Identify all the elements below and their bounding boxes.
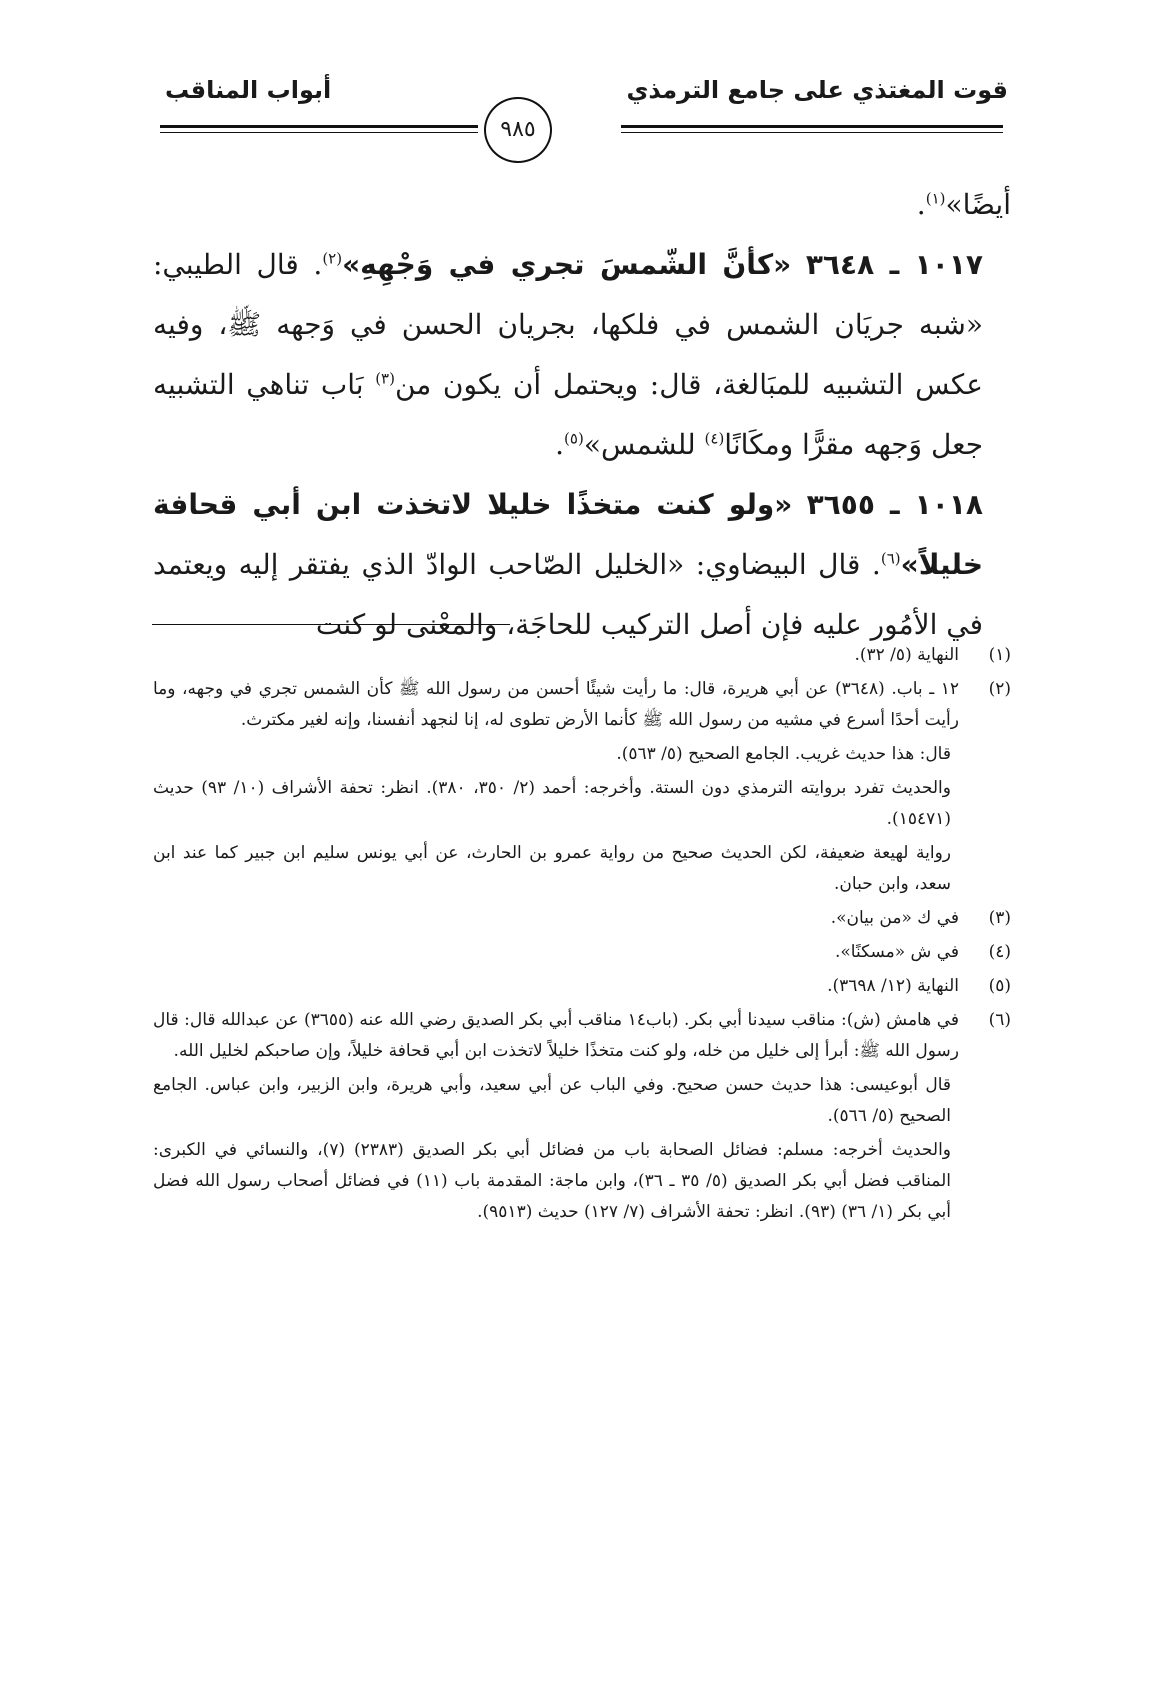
commentary-text: . — [555, 428, 565, 461]
footnote-2 — [153, 674, 1011, 736]
footnote-2-note-3: رواية لهيعة ضعيفة، لكن الحديث صحيح من رواية عمرو بن الحارث، عن أبي يونس سليم ابن جبير كما عند ابن سعد، وابن حبان. — [153, 843, 951, 894]
section-title-header: أبواب المناقب — [165, 76, 332, 104]
footnote-1 — [153, 640, 1011, 671]
entry-heading: «ولو كنت متخذًا خليلا لاتخذت ابن أبي قحافة خليلاً» — [153, 488, 983, 581]
entry-number: ١٠١٨ ـ ٣٦٥٥ — [806, 488, 984, 521]
book-title-header: قوت المغتذي على جامع الترمذي — [626, 76, 1008, 104]
footnote-6 — [153, 1005, 1011, 1067]
footnote-text: ١٢ ـ باب. (٣٦٤٨) عن أبي هريرة، قال: ما رأيت شيئًا أحسن من رسول الله ﷺ كأن الشمس تجري في وجهه، وما رأيت أحدًا أسرع في مشيه من رسول الله ﷺ كأنما الأرض تطوى له، إنا لنجهد أنفسنا، وإنه لغير مكترث. — [153, 679, 959, 730]
footnote-6-note-2: والحديث أخرجه: مسلم: فضائل الصحابة باب من فضائل أبي بكر الصديق (٢٣٨٣) (٧)، والنسائي في الكبرى: المناقب فضل أبي بكر الصديق (٥/ ٣٥ ـ ٣٦)، وابن ماجة: المقدمة باب (١١) في فضائل أصحاب رسول الله فضل أبي بكر (١/ ٣٦) (٩٣). انظر: تحفة الأشراف (٧/ ١٢٧) حديث (٩٥١٣). — [153, 1140, 952, 1222]
commentary-text: . قال الطيبي: «شبه جريَان الشمس في فلكها، بجريان الحسن في وَجهه ﷺ، وفيه عكس التشبيه للمبَالغة، قال: ويحتمل أن يكون من — [153, 248, 983, 401]
footnote-ref: (٤) — [704, 429, 725, 448]
footnote-number: (٥) — [988, 976, 1011, 996]
entry-1018 — [153, 475, 1011, 655]
footnote-ref: (١) — [925, 189, 946, 208]
commentary-text: بَاب تناهي التشبيه جعل وَجهه مقرًّا ومكَانًا — [153, 368, 983, 461]
main-text — [153, 175, 1011, 655]
footnote-3 — [153, 903, 1011, 934]
footnote-number: (٢) — [988, 679, 1011, 699]
footnote-number: (٣) — [988, 908, 1011, 928]
continuation-text: أيضًا» — [945, 188, 1011, 221]
continuation-line: أيضًا»$^{(١)}$. — [916, 188, 1011, 221]
page-number: ٩٨٥ — [484, 97, 552, 163]
entry-number: ١٠١٧ ـ ٣٦٤٨ — [805, 248, 983, 281]
entry-1017 — [153, 235, 1011, 475]
footnote-2-note-2: والحديث تفرد بروايته الترمذي دون الستة. وأخرجه: أحمد (٢/ ٣٥٠، ٣٨٠). انظر: تحفة الأشراف (١٠/ ٩٣) حديث (١٥٤٧١). — [153, 778, 951, 829]
footnote-ref: (٦) — [880, 549, 901, 568]
footnote-4 — [153, 937, 1011, 968]
footnote-number: (١) — [988, 645, 1011, 665]
commentary-text: للشمس» — [583, 428, 696, 461]
footnote-5 — [153, 971, 1011, 1002]
footnote-ref: (٥) — [564, 429, 584, 448]
entry-heading: «كأنَّ الشّمسَ تجري في وَجْهِهِ» — [342, 248, 792, 281]
footnote-2-note-1: قال: هذا حديث غريب. الجامع الصحيح (٥/ ٥٦٣). — [616, 744, 951, 764]
footnotes — [153, 640, 1011, 1231]
footnote-text: في ش «مسكنًا». — [834, 942, 959, 962]
commentary-text: . قال البيضاوي: «الخليل الصّاحب الوادّ الذي يفتقر إليه ويعتمد في الأمُور عليه فإن أصل التركيب للحاجَة، والمعْنى لو كنت — [153, 548, 983, 641]
header-rule-right — [621, 125, 1003, 133]
footnote-ref: (٣) — [375, 369, 395, 388]
footnote-text: النهاية (٥/ ٣٢). — [854, 645, 959, 665]
footnote-separator — [152, 624, 510, 625]
footnote-text: النهاية (١٢/ ٣٦٩٨). — [827, 976, 959, 996]
footnote-ref: (٢) — [322, 249, 343, 268]
footnote-text: في هامش (ش): مناقب سيدنا أبي بكر. (باب١٤ مناقب أبي بكر الصديق رضي الله عنه (٣٦٥٥) عن عبدالله قال: قال رسول الله ﷺ: أبرأ إلى خليل من خله، ولو كنت متخذًا خليلاً لاتخذت ابن أبي قحافة خليلاً، وإن صاحبكم لخليل الله. — [153, 1010, 960, 1061]
footnote-number: (٦) — [988, 1010, 1011, 1030]
footnote-6-note-1: قال أبوعيسى: هذا حديث حسن صحيح. وفي الباب عن أبي سعيد، وأبي هريرة، وابن الزبير، وابن عباس. الجامع الصحيح (٥/ ٥٦٦). — [153, 1075, 951, 1126]
footnote-number: (٤) — [988, 942, 1011, 962]
header-rule-left — [160, 125, 478, 133]
footnote-text: في ك «من بيان». — [830, 908, 959, 928]
